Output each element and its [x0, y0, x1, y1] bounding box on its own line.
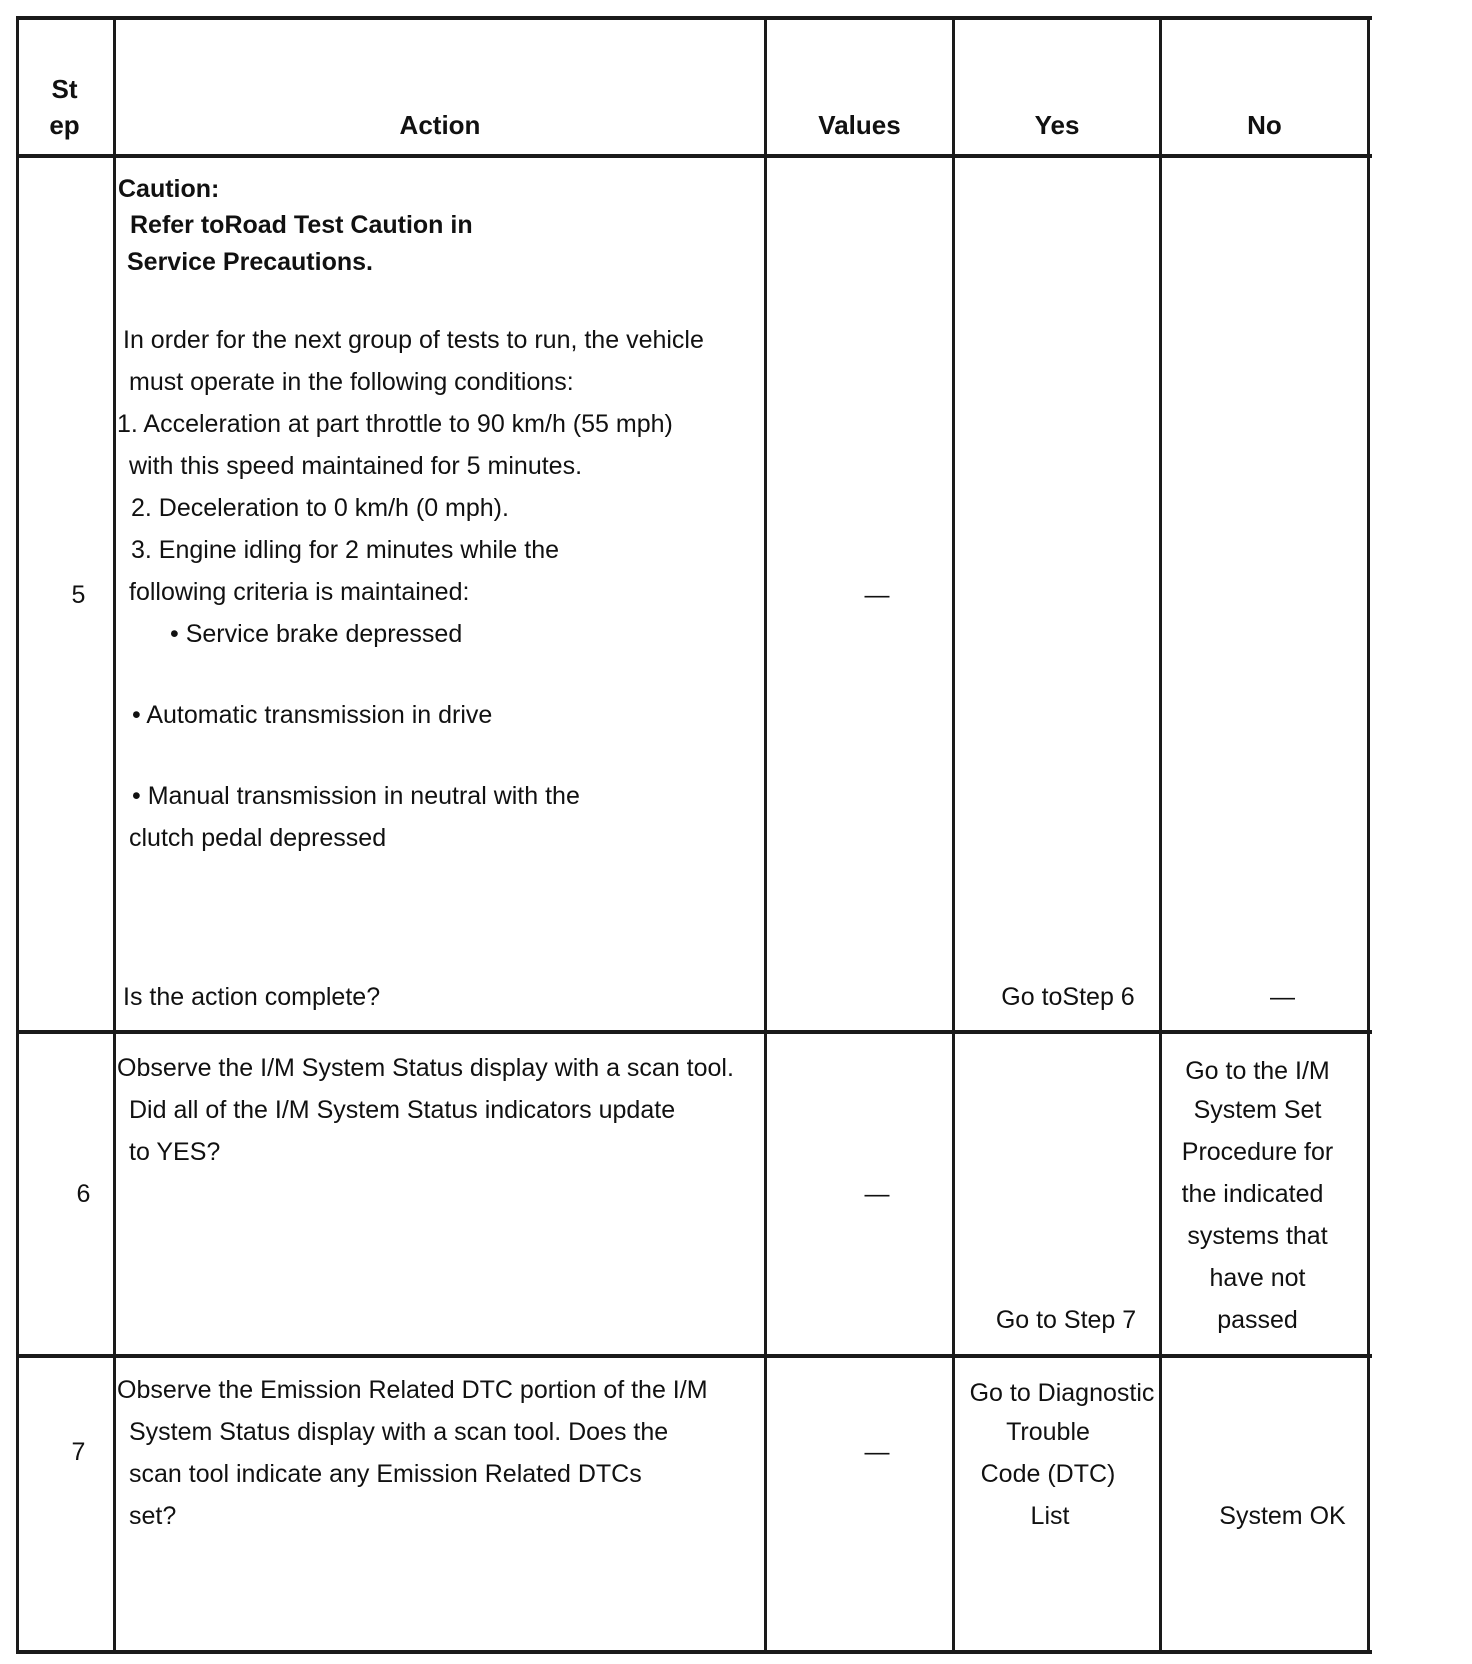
row5-question: Is the action complete?: [123, 983, 381, 1011]
header-step-line2: ep: [49, 110, 80, 140]
row5-caution-title: Caution:: [118, 175, 220, 203]
row-divider-5-6: [16, 1030, 1372, 1034]
row5-no: —: [1270, 983, 1295, 1011]
row5-action-line6: 3. Engine idling for 2 minutes while the: [131, 536, 560, 564]
row6-values: —: [864, 1180, 890, 1208]
table-border-bottom: [16, 1650, 1372, 1654]
row6-step: 6: [76, 1180, 91, 1208]
table-border-left: [16, 16, 19, 1654]
row-divider-6-7: [16, 1354, 1372, 1358]
header-action: Action: [399, 110, 481, 140]
row7-yes-line2: Trouble: [1006, 1418, 1090, 1446]
row6-no-line5: systems that: [1187, 1222, 1328, 1250]
row6-no-line7: passed: [1217, 1306, 1298, 1334]
row5-caution-line2: Service Precautions.: [127, 248, 373, 276]
column-divider-action-values: [764, 16, 767, 1654]
row5-bullet-manual: • Manual transmission in neutral with the: [132, 782, 580, 810]
row6-yes: Go to Step 7: [995, 1306, 1137, 1334]
row5-action-line11: clutch pedal depressed: [129, 824, 387, 852]
header-step-line1: St: [51, 74, 78, 104]
row5-values: —: [864, 581, 890, 609]
column-divider-values-yes: [952, 16, 955, 1654]
row6-no-line1: Go to the I/M: [1185, 1057, 1330, 1085]
row5-action-line2: must operate in the following conditions:: [129, 368, 574, 396]
row7-step: 7: [71, 1438, 86, 1466]
row7-action-line3: scan tool indicate any Emission Related DTCs: [129, 1460, 642, 1488]
column-divider-yes-no: [1159, 16, 1162, 1654]
row5-step: 5: [71, 581, 86, 609]
row5-bullet-service-brake: • Service brake depressed: [170, 620, 463, 648]
row7-action-line1: Observe the Emission Related DTC portion of the I/M: [117, 1376, 708, 1404]
row6-no-line2: System Set: [1193, 1096, 1322, 1124]
row6-action-line2: Did all of the I/M System Status indicators update: [129, 1096, 676, 1124]
header-no: No: [1247, 110, 1282, 140]
row6-action-line1: Observe the I/M System Status display with a scan tool.: [117, 1054, 734, 1082]
row5-caution-line1: Refer toRoad Test Caution in: [130, 211, 473, 239]
row6-no-line6: have not: [1209, 1264, 1306, 1292]
table-border-right: [1367, 16, 1370, 1654]
row6-no-line3: Procedure for: [1181, 1138, 1334, 1166]
row5-action-line7: following criteria is maintained:: [129, 578, 470, 606]
row7-action-line2: System Status display with a scan tool. Does the: [129, 1418, 669, 1446]
row5-action-line5: 2. Deceleration to 0 km/h (0 mph).: [131, 494, 509, 522]
row5-action-line4: with this speed maintained for 5 minutes.: [129, 452, 583, 480]
column-divider-step-action: [113, 16, 116, 1654]
row7-yes-line4: List: [1030, 1502, 1070, 1530]
header-yes: Yes: [1034, 110, 1080, 140]
row7-values: —: [864, 1438, 890, 1466]
row5-action-line1: In order for the next group of tests to run, the vehicle: [123, 326, 704, 354]
row6-no-line4: the indicated: [1181, 1180, 1324, 1208]
row7-no: System OK: [1219, 1502, 1346, 1530]
header-values: Values: [818, 110, 901, 140]
row7-action-line4: set?: [129, 1502, 177, 1530]
row6-action-line3: to YES?: [129, 1138, 221, 1166]
row7-yes-line3: Code (DTC): [980, 1460, 1116, 1488]
row5-bullet-automatic: • Automatic transmission in drive: [132, 701, 493, 729]
row5-action-line3: 1. Acceleration at part throttle to 90 km/h (55 mph): [117, 410, 673, 438]
header-divider: [16, 154, 1372, 158]
table-border-top: [16, 16, 1372, 20]
row5-yes: Go toStep 6: [1001, 983, 1135, 1011]
row7-yes-line1: Go to Diagnostic: [969, 1379, 1155, 1407]
